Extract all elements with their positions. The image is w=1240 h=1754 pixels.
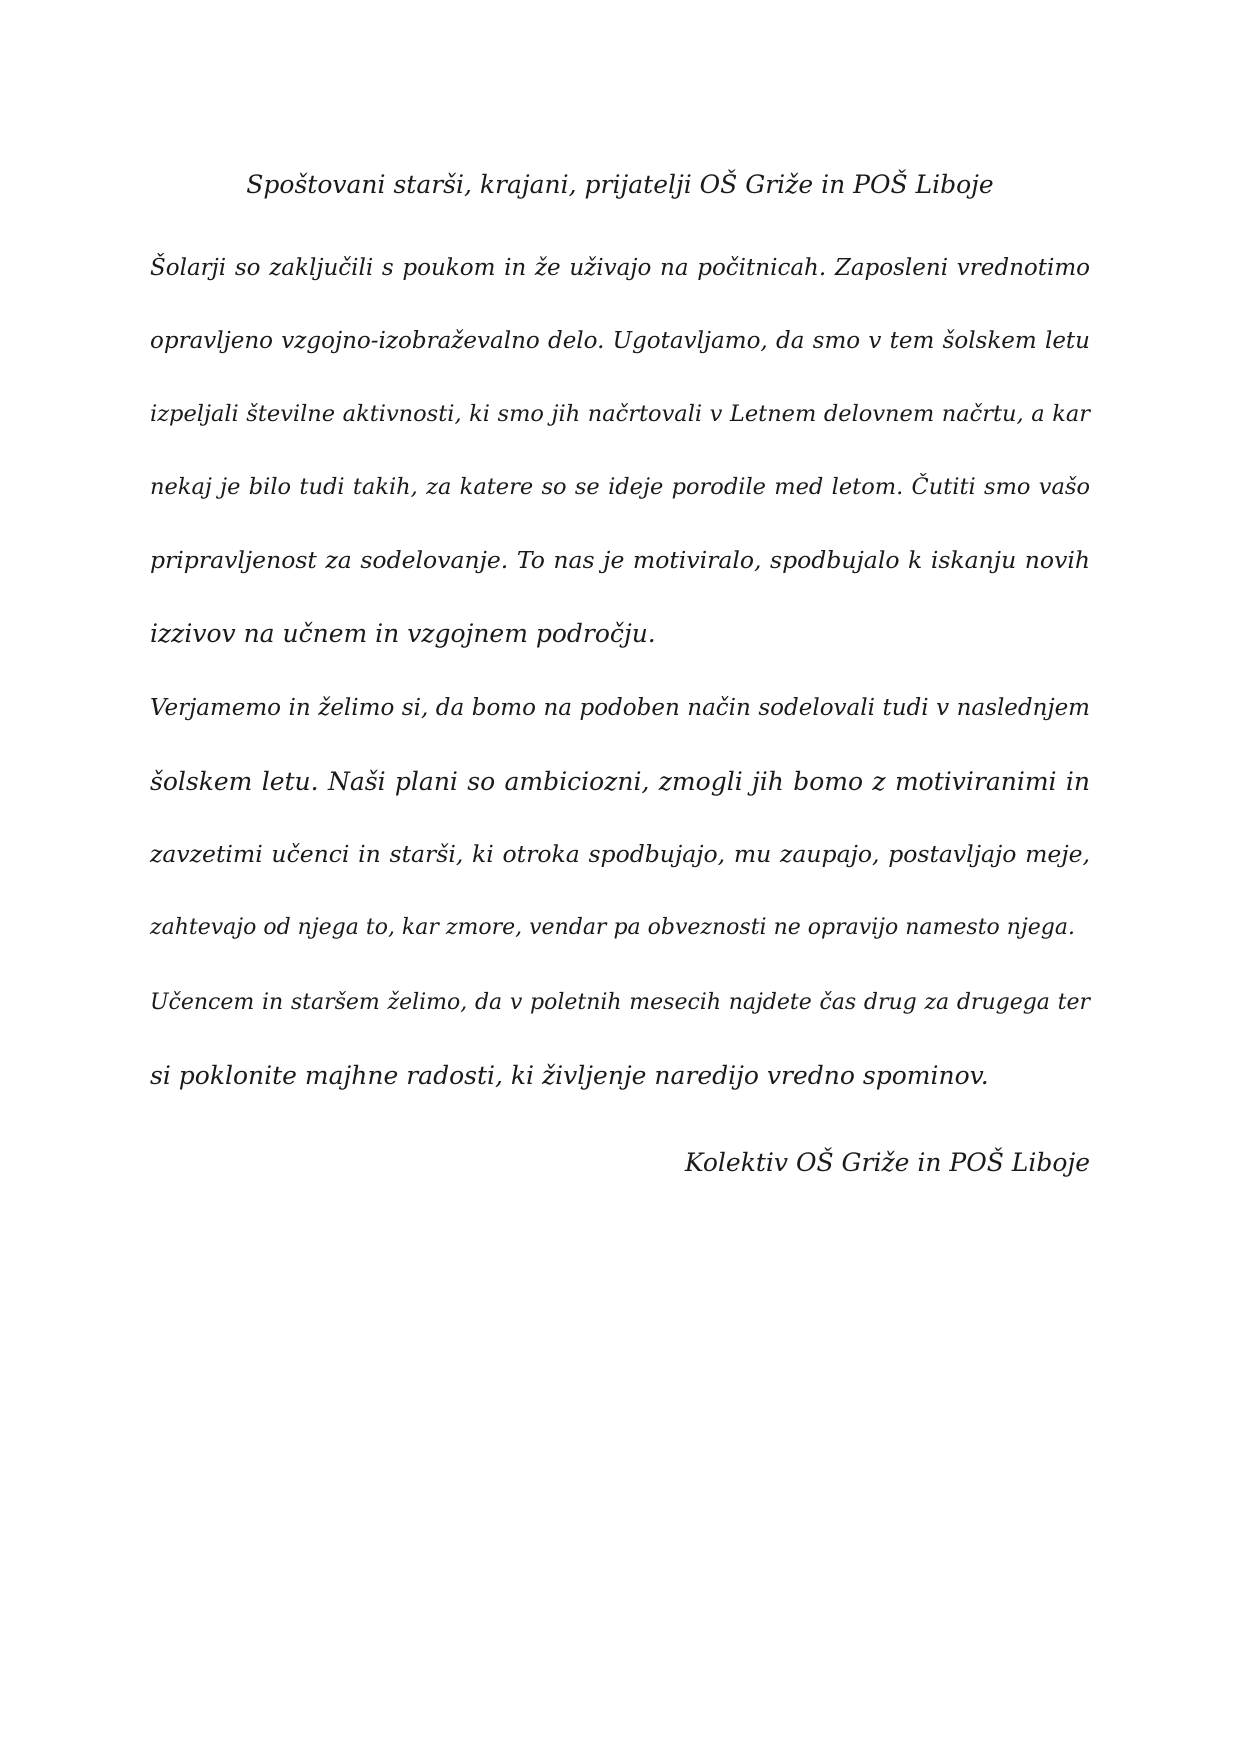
paragraph-line: zavzetimi učenci in starši, ki otroka spodbujajo, mu zaupajo, postavljajo meje, — [150, 840, 1090, 868]
paragraph-line: opravljeno vzgojno-izobraževalno delo. Ugotavljamo, da smo v tem šolskem letu — [150, 328, 1090, 354]
paragraph-line: zahtevajo od njega to, kar zmore, vendar pa obveznosti ne opravijo namesto njega. — [150, 915, 1075, 940]
paragraph-line: nekaj je bilo tudi takih, za katere so se ideje porodile med letom. Čutiti smo vašo — [150, 474, 1090, 500]
paragraph-line: izzivov na učnem in vzgojnem področju. — [150, 619, 656, 648]
paragraph-3 — [150, 966, 1090, 1112]
paragraph-line: si poklonite majhne radosti, ki življenje naredijo vredno spominov. — [150, 1061, 989, 1090]
paragraph-line: Verjamemo in želimo si, da bomo na podoben način sodelovali tudi v naslednjem — [150, 695, 1090, 721]
greeting-heading: Spoštovani starši, krajani, prijatelji OŠ Griže in POŠ Liboje — [246, 170, 994, 199]
paragraph-line: pripravljenost za sodelovanje. To nas je motiviralo, spodbujalo k iskanju novih — [150, 546, 1090, 574]
paragraph-line: Šolarji so zaključili s poukom in že uživajo na počitnicah. Zaposleni vrednotimo — [150, 255, 1090, 281]
paragraph-2 — [150, 672, 1090, 964]
signature: Kolektiv OŠ Griže in POŠ Liboje — [684, 1148, 1090, 1177]
paragraph-line: izpeljali številne aktivnosti, ki smo jih načrtovali v Letnem delovnem načrtu, a kar — [150, 401, 1090, 427]
paragraph-line: Učencem in staršem želimo, da v poletnih mesecih najdete čas drug za drugega ter — [150, 990, 1090, 1015]
paragraph-line: šolskem letu. Naši plani so ambiciozni, zmogli jih bomo z motiviranimi in — [150, 767, 1090, 796]
paragraph-1 — [150, 232, 1090, 670]
